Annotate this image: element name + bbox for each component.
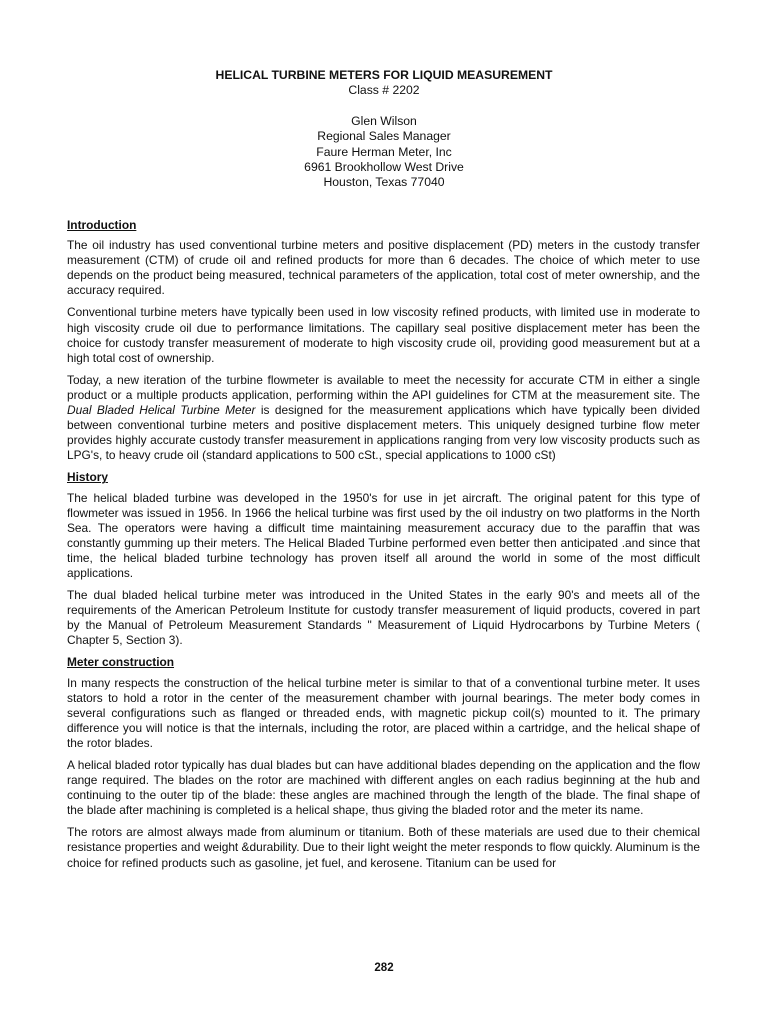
paragraph: The rotors are almost always made from aluminum or titanium. Both of these materials are used due to their chemical resistance properties and weight &durability. Due to their light weight the meter responds to flow quickly. Aluminum is the choice for refined products such as gasoline, jet fuel, and kerosene. Titanium can be used for	[67, 825, 700, 870]
paragraph-text: Today, a new iteration of the turbine flowmeter is available to meet the necessity for accurate CTM in either a single product or a multiple products application, performing within the API guidelines for CTM at the measurement site. The	[67, 372, 700, 402]
paragraph: The oil industry has used conventional turbine meters and positive displacement (PD) meters in the custody transfer measurement (CTM) of crude oil and refined products for more than 6 decades. The choice of which meter to use depends on the product being measured, technical parameters of the application, total cost of meter ownership, and the accuracy required.	[67, 238, 700, 298]
document-body	[67, 218, 700, 878]
paragraph: Conventional turbine meters have typically been used in low viscosity refined products, with limited use in moderate to high viscosity crude oil due to performance limitations. The capillary seal positive displacement meter has been the choice for custody transfer measurement of moderate to high viscosity crude oil, providing good measurement but at a high total cost of ownership.	[67, 305, 700, 365]
paragraph: A helical bladed rotor typically has dual blades but can have additional blades depending on the application and the flow range required. The blades on the rotor are machined with different angles on each radius beginning at the hub and continuing to the outer tip of the blade: these angles are machined through the length of the blade. The final shape of the blade after machining is completed is a helical shape, thus giving the bladed rotor and the meter its name.	[67, 758, 700, 818]
section-heading-meter-construction: Meter construction	[67, 655, 175, 670]
paragraph: In many respects the construction of the helical turbine meter is similar to that of a conventional turbine meter. It uses stators to hold a rotor in the center of the measurement chamber with journal bearings. The meter body comes in several configurations such as flanged or threaded ends, with magnetic pickup coil(s) mounted to it. The primary difference you will notice is that the internals, including the rotor, are placed within a cartridge, and the helical shape of the rotor blades.	[67, 675, 700, 750]
emphasized-product-name: Dual Bladed Helical Turbine Meter	[67, 403, 256, 418]
paragraph	[67, 373, 700, 464]
paragraph: The helical bladed turbine was developed in the 1950's for use in jet aircraft. The original patent for this type of flowmeter was issued in 1956. In 1966 the helical turbine was first used by the oil industry on two platforms in the North Sea. The operators were having a difficult time maintaining measurement accuracy due to the paraffin that was constantly gumming up their meters. The Helical Bladed Turbine performed even better then anticipated .and since that time, the helical bladed turbine technology has proven itself all around the world in some of the most difficult applications.	[67, 490, 700, 580]
author-position: Regional Sales Manager	[317, 129, 451, 144]
document-title: HELICAL TURBINE METERS FOR LIQUID MEASUREMENT	[215, 68, 553, 82]
address-city: Houston, Texas 77040	[323, 175, 445, 190]
document-header	[0, 68, 768, 191]
author-name: Glen Wilson	[351, 113, 417, 128]
paragraph: The dual bladed helical turbine meter was introduced in the United States in the early 90's and meets all of the requirements of the American Petroleum Institute for custody transfer measurement of liquid products, covered in part by the Manual of Petroleum Measurement Standards " Measurement of Liquid Hydrocarbons by Turbine Meters ( Chapter 5, Section 3).	[67, 588, 700, 648]
section-heading-history: History	[67, 470, 108, 485]
page-number: 282	[374, 962, 394, 974]
author-company: Faure Herman Meter, Inc	[316, 144, 452, 159]
class-number: Class # 2202	[348, 83, 420, 98]
section-heading-introduction: Introduction	[67, 218, 137, 232]
address-street: 6961 Brookhollow West Drive	[304, 160, 464, 175]
paragraph-text: is designed for the measurement applications which have typically been divided between conventional turbine meters and positive displacement meters. This uniquely designed turbine flow meter provides highly accurate custody transfer measurement in applications ranging from very low viscosity products such as LPG's, to heavy crude oil (standard applications to 500 cSt., special applications to 1000 cSt)	[67, 403, 700, 463]
header-spacer	[0, 99, 768, 114]
